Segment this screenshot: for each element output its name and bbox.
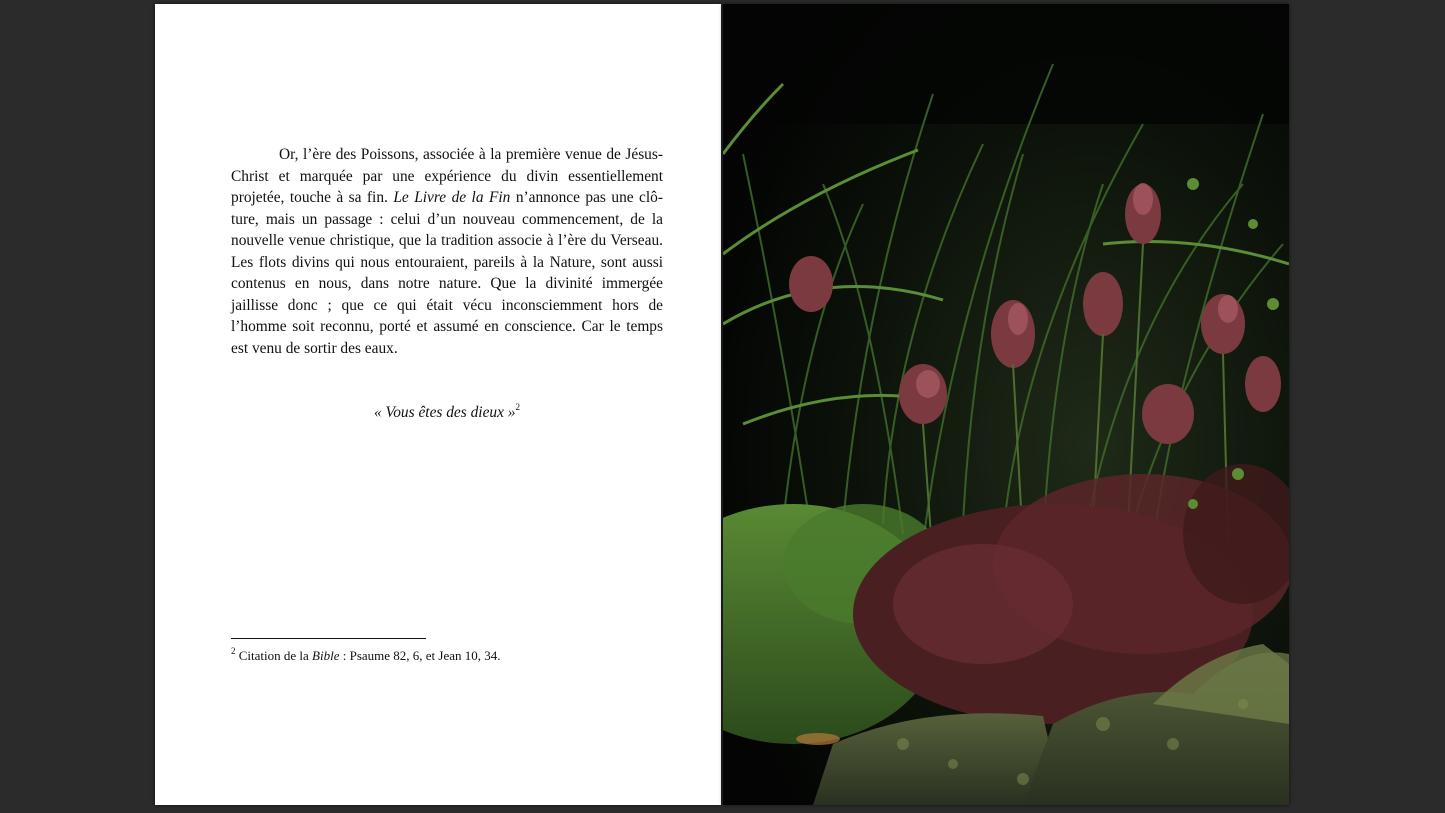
epigraph-quote <box>231 404 663 422</box>
book-title: Le Livre de la Fin <box>393 189 511 206</box>
aquarium-plants-photo <box>723 4 1289 805</box>
body-paragraph <box>231 144 663 359</box>
paragraph-part-1: Or, l’ère des Poissons, associée à la première venue de Jésus-Christ et marquée par une expérience du divin essentiellement projetée, touche à sa fin. <box>231 146 663 206</box>
footnote-prefix: Citation de la <box>235 648 313 663</box>
footnote-suffix: : Psaume 82, 6, et Jean 10, 34. <box>339 648 501 663</box>
paragraph-part-2: n’annonce pas une clôture, mais un passage : celui d’un nouveau commencement, de la nouvelle venue christique, que la tradition associe à l’ère du Verseau. Les flots divins qui nous entouraient, pareils à la Nature, sont aussi contenus en nous, dans notre nature. Que la divinité immergée jaillisse donc ; que ce qui était vécu inconsciemment hors de l’homme soit reconnu, porté et assumé en conscience. Car le temps est venu de sortir des eaux. <box>231 189 663 357</box>
footnote-italic: Bible <box>312 648 340 663</box>
footnote-number: 2 <box>231 646 236 656</box>
footnote-divider <box>231 638 426 639</box>
footnote-reference[interactable]: 2 <box>515 402 520 412</box>
right-page <box>723 4 1289 805</box>
quote-text: « Vous êtes des dieux » <box>374 404 516 421</box>
left-page <box>155 4 721 805</box>
footnote <box>231 648 501 664</box>
